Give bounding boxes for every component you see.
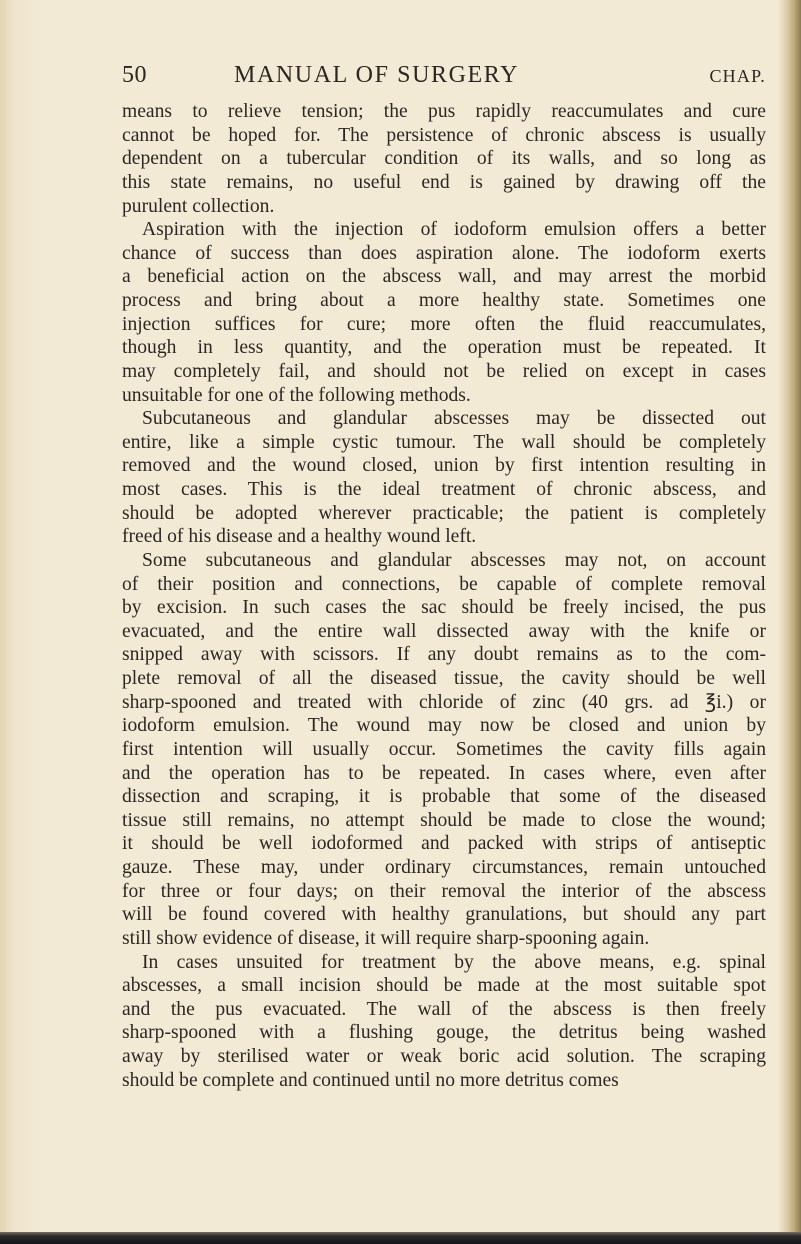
page-gutter-shadow — [0, 0, 42, 1244]
text-line: a beneficial action on the abscess wall, and may arrest the morbid — [122, 266, 766, 288]
chapter-label: CHAP. — [709, 66, 766, 86]
text-line: purulent collection. — [122, 195, 275, 217]
text-line: though in less quantity, and the operation must be repeated. It — [122, 337, 766, 359]
paragraph — [122, 549, 766, 951]
text-line: removed and the wound closed, union by first intention resulting in — [122, 455, 766, 477]
text-line: In cases unsuited for treatment by the above means, e.g. spinal — [142, 951, 766, 973]
text-line: freed of his disease and a healthy wound left. — [122, 526, 477, 548]
page-edge-shadow — [779, 0, 801, 1244]
text-line: process and bring about a more healthy state. Sometimes one — [122, 290, 766, 311]
text-line: may completely fail, and should not be relied on except in cases — [122, 360, 766, 382]
text-line: injection suffices for cure; more often the fluid reaccumulates, — [122, 313, 766, 335]
text-line: means to relieve tension; the pus rapidly reaccumulates and cure — [122, 101, 766, 122]
text-line: should be complete and continued until no more detritus comes — [122, 1069, 619, 1091]
running-head — [122, 62, 766, 92]
text-line: still show evidence of disease, it will require sharp-spooning again. — [122, 927, 650, 949]
text-line: tissue still remains, no attempt should be made to close the wound; — [122, 809, 766, 831]
text-line: sharp-spooned with a flushing gouge, the detritus being washed — [122, 1022, 766, 1044]
paragraph — [122, 100, 766, 218]
text-line: unsuitable for one of the following methods. — [122, 384, 471, 406]
text-line: dissection and scraping, it is probable that some of the diseased — [122, 786, 766, 808]
text-line: evacuated, and the entire wall dissected away with the knife or — [122, 620, 766, 642]
text-line: should be adopted wherever practicable; the patient is completely — [122, 502, 766, 524]
running-title: MANUAL OF SURGERY — [234, 62, 520, 88]
text-line: away by sterilised water or weak boric acid solution. The scraping — [122, 1046, 766, 1067]
text-line: of their position and connections, be capable of complete removal — [122, 573, 766, 595]
text-line: snipped away with scissors. If any doubt remains as to the com- — [122, 644, 766, 666]
text-line: and the operation has to be repeated. In cases where, even after — [122, 762, 766, 784]
paragraph — [122, 407, 766, 549]
text-line: for three or four days; on their removal the interior of the abscess — [122, 880, 766, 902]
text-line: it should be well iodoformed and packed with strips of antiseptic — [122, 833, 766, 855]
text-line: and the pus evacuated. The wall of the abscess is then freely — [122, 998, 766, 1020]
text-line: plete removal of all the diseased tissue, the cavity should be well — [122, 668, 766, 689]
text-line: will be found covered with healthy granulations, but should any part — [122, 904, 766, 926]
paragraph — [122, 951, 766, 1093]
text-line: this state remains, no useful end is gained by drawing off the — [122, 171, 766, 193]
text-line: sharp-spooned and treated with chloride of zinc (40 grs. ad ℥i.) or — [122, 691, 766, 713]
text-line: Aspiration with the injection of iodoform emulsion offers a better — [142, 219, 766, 241]
page-bottom-edge — [0, 1232, 801, 1244]
text-line: Subcutaneous and glandular abscesses may be dissected out — [142, 408, 766, 430]
page-number: 50 — [122, 62, 147, 88]
paragraph — [122, 218, 766, 407]
text-line: abscesses, a small incision should be made at the most suitable spot — [122, 975, 766, 997]
text-line: iodoform emulsion. The wound may now be closed and union by — [122, 715, 766, 737]
text-line: cannot be hoped for. The persistence of chronic abscess is usually — [122, 124, 766, 146]
body-text — [122, 100, 766, 1092]
text-line: chance of success than does aspiration alone. The iodoform exerts — [122, 242, 766, 264]
text-line: Some subcutaneous and glandular abscesses may not, on account — [142, 549, 766, 571]
text-line: most cases. This is the ideal treatment of chronic abscess, and — [122, 479, 766, 500]
text-line: gauze. These may, under ordinary circumstances, remain untouched — [122, 857, 766, 878]
text-line: entire, like a simple cystic tumour. The wall should be completely — [122, 431, 766, 453]
text-line: first intention will usually occur. Sometimes the cavity fills again — [122, 738, 766, 760]
text-line: dependent on a tubercular condition of its walls, and so long as — [122, 148, 766, 170]
text-line: by excision. In such cases the sac should be freely incised, the pus — [122, 597, 766, 619]
